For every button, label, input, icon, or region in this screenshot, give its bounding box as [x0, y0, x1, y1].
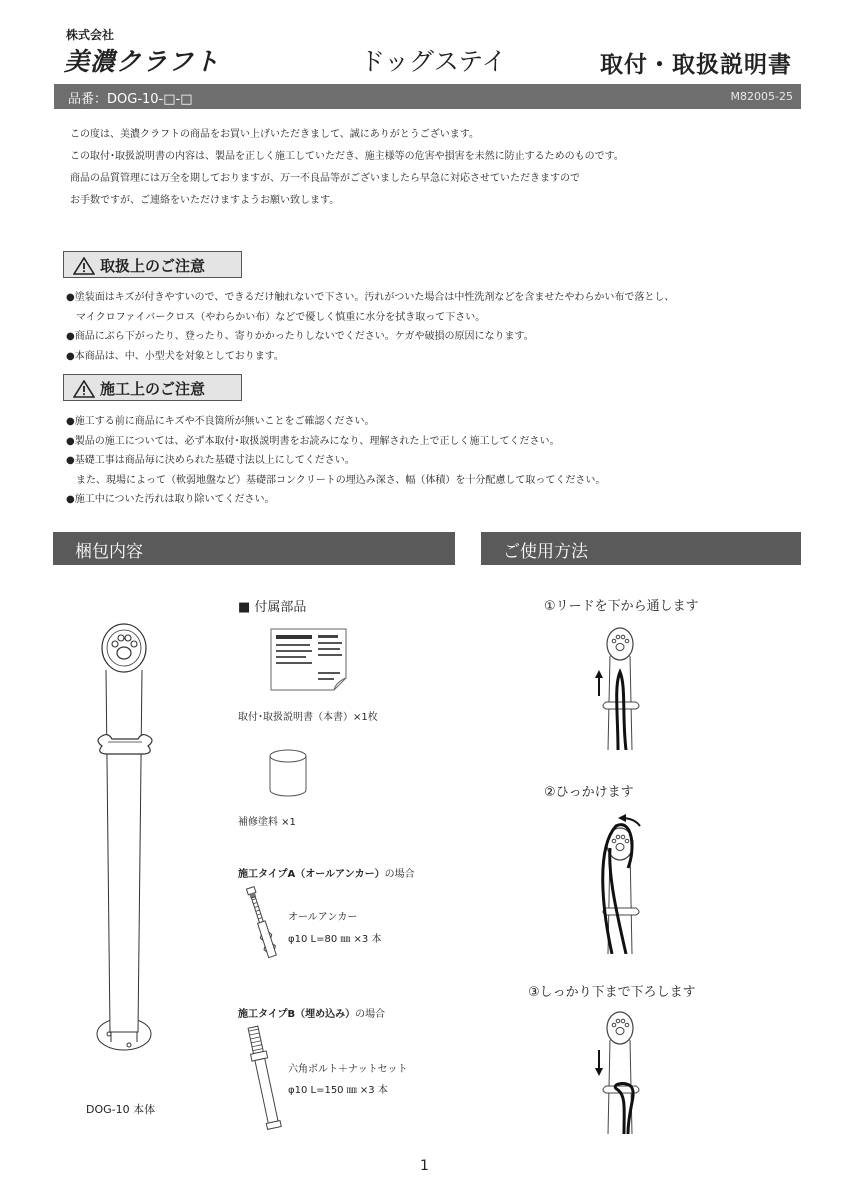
package-contents-title: 梱包内容 — [75, 542, 143, 562]
usage-title: ご使用方法 — [503, 542, 588, 562]
intro-line: この度は、美濃クラフトの商品をお買い上げいただきまして、誠にありがとうございます。 — [70, 129, 479, 140]
package-contents-bar — [53, 532, 455, 565]
warning-icon — [73, 257, 95, 275]
usage-step-2: ②ひっかけます — [544, 785, 634, 800]
type-a-heading — [238, 865, 415, 880]
list-item: ●製品の施工については、必ず本取付･取扱説明書をお読みになり、理解された上で正しく施工してください。 — [66, 435, 560, 447]
company-logo: 美濃クラフト — [64, 47, 221, 76]
document-code: M82005-25 — [730, 90, 793, 103]
usage-step-1-illustration — [588, 626, 654, 750]
page-number: 1 — [420, 1158, 429, 1174]
list-item: ●商品にぶら下がったり、登ったり、寄りかかったりしないでください。ケガや破損の原因になります。 — [66, 331, 534, 342]
warning-icon — [73, 380, 95, 398]
intro-text — [70, 124, 624, 212]
usage-step-1: ①リードを下から通します — [544, 599, 699, 614]
intro-line: お手数ですが、ご連絡をいただけますようお願い致します。 — [70, 195, 340, 206]
construction-notice-list — [66, 412, 605, 510]
type-b-title: 施工タイプB（埋め込み） — [238, 1009, 356, 1020]
manual-label: 取付･取扱説明書（本書）×1枚 — [238, 712, 378, 723]
type-b-suffix: の場合 — [355, 1009, 386, 1020]
usage-step-3: ③しっかり下まで下ろします — [528, 985, 696, 1000]
type-b-heading — [238, 1005, 385, 1020]
handling-notice-list — [66, 288, 674, 366]
usage-bar — [481, 532, 801, 565]
dog-stay-post-illustration — [88, 622, 160, 1066]
intro-line: この取付･取扱説明書の内容は、製品を正しく施工していただき、施主様等の危害や損害を未然に防止するためのものです。 — [70, 151, 624, 162]
list-item: ●本商品は、中、小型犬を対象としております。 — [66, 350, 284, 362]
handling-notice-title: 取扱上のご注意 — [100, 257, 206, 275]
body-label: DOG-10 本体 — [86, 1103, 156, 1116]
type-a-spec: φ10 L=80 ㎜ ×3 本 — [288, 934, 382, 945]
list-item: ●施工する前に商品にキズや不良箇所が無いことをご確認ください。 — [66, 416, 375, 427]
list-item: また、現場によって（軟弱地盤など）基礎部コンクリートの埋込み深さ、幅（体積）を十分配慮して取ってください。 — [66, 474, 606, 486]
list-item: ●施工中についた汚れは取り除いてください。 — [66, 494, 275, 505]
list-item: ●塗装面はキズが付きやすいので、できるだけ触れないで下さい。汚れがついた場合は中性洗剤などを含ませたやわらかい布で落とし、 — [66, 292, 675, 303]
construction-notice-heading — [63, 374, 242, 401]
type-b-spec: φ10 L=150 ㎜ ×3 本 — [288, 1085, 388, 1096]
type-a-title: 施工タイプA（オールアンカー） — [238, 869, 385, 880]
product-name: ドッグステイ — [360, 47, 507, 76]
document-title: 取付・取扱説明書 — [600, 52, 792, 78]
accessories-title: ■ 付属部品 — [238, 600, 307, 615]
type-a-name: オールアンカー — [288, 912, 358, 923]
manual-icon — [270, 628, 348, 692]
touch-up-paint-icon — [268, 748, 308, 798]
intro-line: 商品の品質管理には万全を期しておりますが、万一不良品等がございましたら早急に対応させていただきますので — [70, 173, 580, 184]
part-number: 品番：DOG-10-□-□ — [68, 92, 193, 107]
part-number-bar — [54, 84, 801, 109]
handling-notice-heading — [63, 251, 242, 278]
anchor-bolt-icon — [242, 884, 282, 964]
type-a-suffix: の場合 — [384, 869, 415, 880]
usage-step-2-illustration — [588, 808, 654, 954]
construction-notice-title: 施工上のご注意 — [100, 380, 206, 398]
type-b-name: 六角ボルト＋ナットセット — [288, 1064, 408, 1075]
list-item: ●基礎工事は商品毎に決められた基礎寸法以上にしてください。 — [66, 455, 355, 466]
paint-label: 補修塗料 ×1 — [238, 817, 296, 828]
usage-step-3-illustration — [588, 1010, 654, 1134]
company-name-small: 株式会社 — [66, 28, 115, 42]
list-item: マイクロファイバークロス（やわらかい布）などで優しく慎重に水分を拭き取って下さい。 — [66, 311, 486, 323]
hex-bolt-nut-icon — [236, 1024, 292, 1134]
